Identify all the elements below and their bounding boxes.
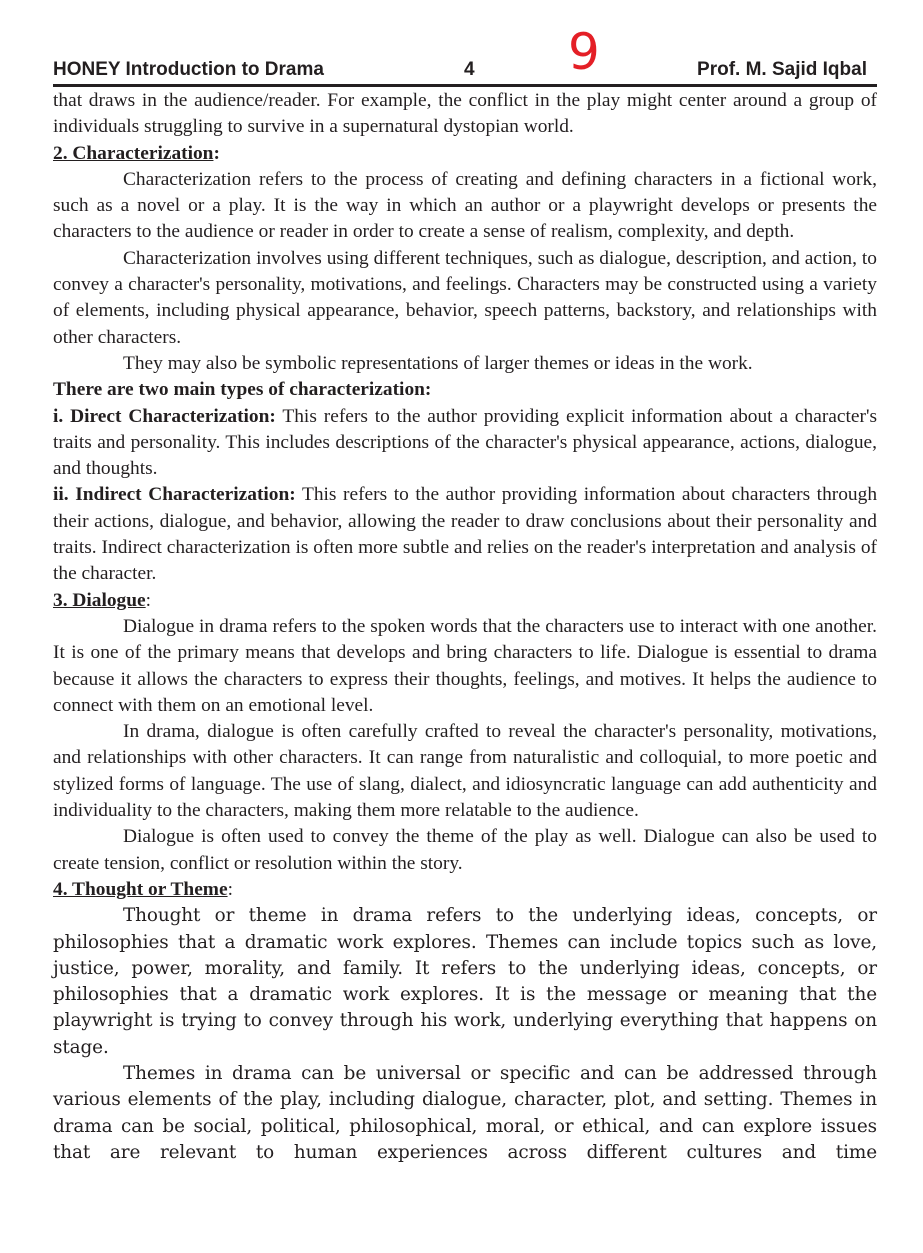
header-title: HONEY Introduction to Drama — [53, 59, 324, 80]
paragraph: In drama, dialogue is often carefully crafted to reveal the character's personality, motivations, and relationships with other characters. It can range from naturalistic and colloquial, to more poetic and stylized forms of language. The use of slang, dialect, and idiosyncratic language can add authenticity and individuality to the characters, making them more relatable to the audience. — [53, 721, 877, 822]
paragraph: Dialogue is often used to convey the theme of the play as well. Dialogue can also be used to create tension, conflict or resolution within the story. — [53, 826, 877, 874]
section-heading-dialogue — [53, 588, 877, 614]
direct-characterization — [53, 404, 877, 483]
paragraph: Themes in drama can be universal or specific and can be addressed through various elements of the play, including dialogue, character, plot, and setting. Themes in drama can be social, political, philosophical, moral, or ethical, and can explore issues that are relevant to human experiences across different cultures and time — [53, 1062, 877, 1163]
heading-text: 4. Thought or Theme — [53, 878, 228, 900]
running-header — [53, 58, 875, 84]
paragraph: Characterization refers to the process of creating and defining characters in a fictional work, such as a novel or a play. It is the way in which an author or a playwright develops or presents the characters to the audience or reader in order to create a sense of realism, complexity, and depth. — [53, 168, 877, 243]
heading-colon: : — [227, 878, 233, 900]
paragraph-continued: that draws in the audience/reader. For example, the conflict in the play might center around a group of individuals struggling to survive in a supernatural dystopian world. — [53, 90, 877, 138]
indirect-characterization — [53, 482, 877, 587]
paragraph: Thought or theme in drama refers to the underlying ideas, concepts, or philosophies that a dramatic work explores. Themes can include topics such as love, justice, power, morality, and family. It refers to the underlying ideas, concepts, or philosophies that a dramatic work explores. It is the message or meaning that the playwright is trying to convey through his work, underlying everything that happens on stage. — [53, 905, 877, 1058]
paragraph: Characterization involves using different techniques, such as dialogue, description, and action, to convey a character's personality, motivations, and feelings. Characters may be constructed using a variety of elements, including physical appearance, behavior, speech patterns, backstory, and relationships with other characters. — [53, 247, 877, 348]
paragraph: They may also be symbolic representations of larger themes or ideas in the work. — [123, 352, 753, 374]
heading-text: 2. Characterization — [53, 142, 214, 164]
section-heading-theme — [53, 877, 877, 903]
body-text — [53, 88, 877, 1166]
header-author: Prof. M. Sajid Iqbal — [697, 59, 867, 80]
heading-colon: : — [213, 142, 220, 164]
term-label: i. Direct Characterization: — [53, 405, 276, 427]
heading-colon: : — [145, 589, 152, 611]
paragraph: Dialogue in drama refers to the spoken words that the characters use to interact with one another. It is one of the primary means that develops and bring characters to life. Dialogue is essential to drama because it allows the characters to express their thoughts, feelings, and motives. It helps the audience to connect with them on an emotional level. — [53, 615, 877, 716]
term-definition: This refers to the author providing explicit information about a character's traits and personality. This includes descriptions of the character's physical appearance, actions, dialogue, and thoughts. — [53, 405, 878, 480]
heading-text: 3. Dialogue — [53, 589, 146, 611]
term-label: ii. Indirect Characterization: — [53, 484, 296, 506]
header-page-number: 4 — [464, 59, 475, 80]
term-definition: This refers to the author providing information about characters through their actions, dialogue, and behavior, allowing the reader to draw conclusions about their personality and traits. Indirect characterization is often more subtle and relies on the reader's interpretation and analysis of the character. — [53, 484, 878, 585]
subheading-types: There are two main types of characterization: — [53, 379, 432, 401]
header-rule — [53, 84, 877, 87]
section-heading-characterization — [53, 141, 877, 167]
red-page-number: 9 — [568, 23, 600, 81]
